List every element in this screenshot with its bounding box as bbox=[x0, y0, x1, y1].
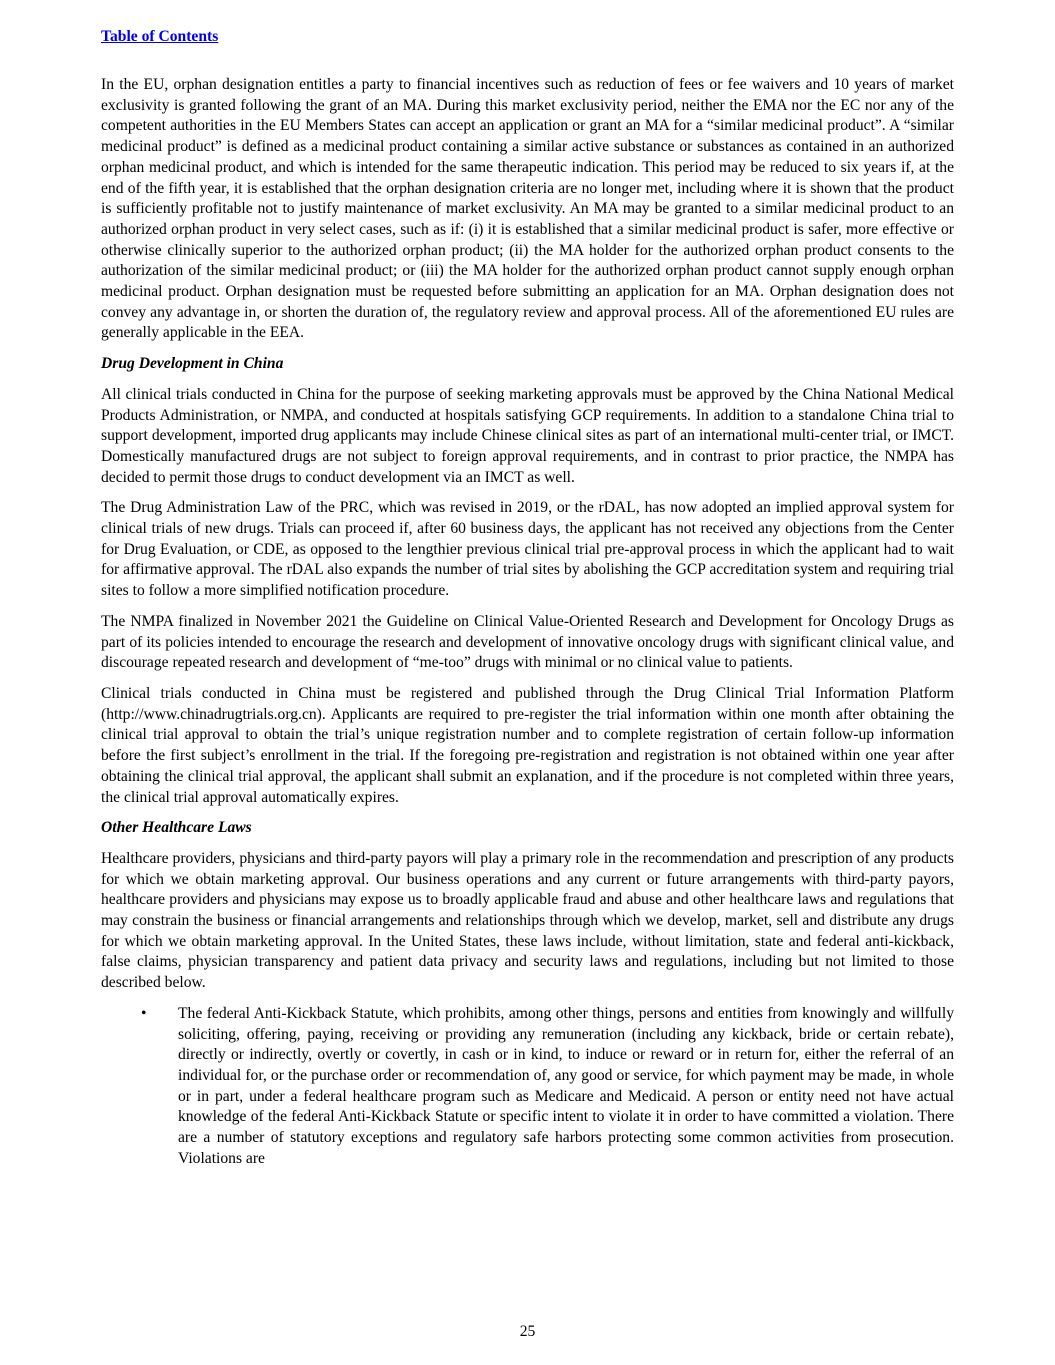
page-number: 25 bbox=[519, 1323, 536, 1340]
heading-drug-development-china: Drug Development in China bbox=[101, 355, 284, 373]
paragraph-rdal: The Drug Administration Law of the PRC, which was revised in 2019, or the rDAL, has now adopted an implied approval system for clinical trials of new drugs. Trials can proceed if, after 60 business days, the applicant has not received any objections from the Center for Drug Evaluation, or CDE, as opposed to the lengthier previous clinical trial pre-approval process in which the applicant had to wait for affirmative approval. The rDAL also expands the number of trial sites by abolishing the GCP accreditation system and requiring trial sites to follow a more simplified notification procedure. bbox=[101, 499, 954, 600]
document-body bbox=[101, 75, 954, 1169]
paragraph-healthcare-laws: Healthcare providers, physicians and third-party payors will play a primary role in the recommendation and prescription of any products for which we obtain marketing approval. Our business operations and any current or future arrangements with third-party payors, healthcare providers and physicians may expose us to broadly applicable fraud and abuse and other healthcare laws and regulations that may constrain the business or financial arrangements and relationships through which we develop, market, sell and distribute any drugs for which we obtain marketing approval. In the United States, these laws include, without limitation, state and federal anti-kickback, false claims, physician transparency and patient data privacy and security laws and regulations, including but not limited to those described below. bbox=[101, 849, 954, 992]
paragraph-nmpa-guideline: The NMPA finalized in November 2021 the Guideline on Clinical Value-Oriented Research and Development for Oncology Drugs as part of its policies intended to encourage the research and development of innovative oncology drugs with significant clinical value, and discourage repeated research and development of “me-too” drugs with minimal or no clinical value to patients. bbox=[101, 612, 954, 672]
bullet-item-anti-kickback bbox=[101, 1004, 954, 1170]
bullet-icon: • bbox=[141, 1004, 147, 1022]
table-of-contents-link[interactable]: Table of Contents bbox=[101, 28, 219, 45]
heading-other-healthcare-laws: Other Healthcare Laws bbox=[101, 819, 252, 837]
paragraph-china-clinical-trials: All clinical trials conducted in China for the purpose of seeking marketing approvals must be approved by the China National Medical Products Administration, or NMPA, and conducted at hospitals satisfying GCP requirements. In addition to a standalone China trial to support development, imported drug applicants may include Chinese clinical sites as part of an international multi-center trial, or IMCT. Domestically manufactured drugs are not subject to foreign approval requirements, and in contrast to prior practice, the NMPA has decided to permit those drugs to conduct development via an IMCT as well. bbox=[101, 385, 954, 486]
bullet-text: The federal Anti-Kickback Statute, which prohibits, among other things, persons and entities from knowingly and willfully soliciting, offering, paying, receiving or providing any remuneration (including any kickback, bride or certain rebate), directly or indirectly, overtly or covertly, in cash or in kind, to induce or reward or in return for, either the referral of an individual for, or the purchase order or recommendation of, any good or service, for which payment may be made, in whole or in part, under a federal healthcare program such as Medicare and Medicaid. A person or entity need not have actual knowledge of the federal Anti-Kickback Statute or specific intent to violate it in order to have committed a violation. There are a number of statutory exceptions and regulatory safe harbors protecting some common activities from prosecution. Violations are bbox=[178, 1004, 954, 1167]
paragraph-trial-registration: Clinical trials conducted in China must be registered and published through the Drug Clinical Trial Information Platform (http://www.chinadrugtrials.org.cn). Applicants are required to pre-register the trial information within one month after obtaining the clinical trial approval to obtain the trial’s unique registration number and to complete registration of certain follow-up information before the first subject’s enrollment in the trial. If the foregoing pre-registration and registration is not obtained within one year after obtaining the clinical trial approval, the applicant shall submit an explanation, and if the procedure is not completed within three years, the clinical trial approval automatically expires. bbox=[101, 684, 954, 806]
paragraph-eu-orphan-designation: In the EU, orphan designation entitles a party to financial incentives such as reduction of fees or fee waivers and 10 years of market exclusivity is granted following the grant of an MA. During this market exclusivity period, neither the EMA nor the EC nor any of the competent authorities in the EU Members States can accept an application or grant an MA for a “similar medicinal product”. A “similar medicinal product” is defined as a medicinal product containing a similar active substance or substances as contained in an authorized orphan medicinal product, and which is intended for the same therapeutic indication. This period may be reduced to six years if, at the end of the fifth year, it is established that the orphan designation criteria are no longer met, including where it is shown that the product is sufficiently profitable not to justify maintenance of market exclusivity. An MA may be granted to a similar medicinal product to an authorized orphan product in very select cases, such as if: (i) it is established that a similar medicinal product is safer, more effective or otherwise clinically superior to the authorized orphan product; (ii) the MA holder for the authorized orphan product consents to the authorization of the similar medicinal product; or (iii) the MA holder for the authorized orphan product cannot supply enough orphan medicinal product. Orphan designation must be requested before submitting an application for an MA. Orphan designation does not convey any advantage in, or shorten the duration of, the regulatory review and approval process. All of the aforementioned EU rules are generally applicable in the EEA. bbox=[101, 76, 954, 342]
